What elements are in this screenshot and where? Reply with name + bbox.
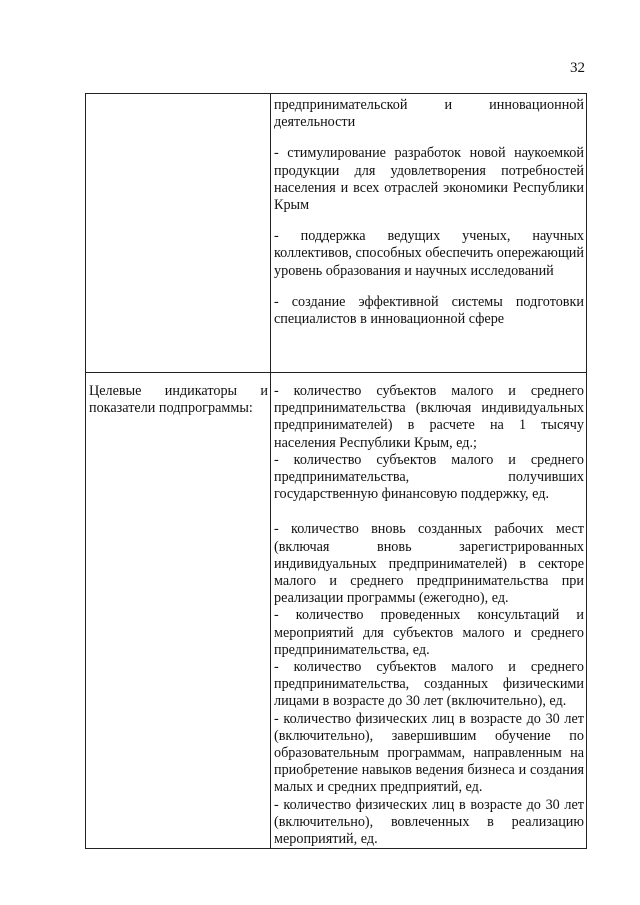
table-row (86, 373, 587, 849)
paragraph: предпринимательской и инновационной деятельности (274, 97, 584, 131)
paragraph: - создание эффективной системы подготовки специалистов в инновационной сфере (274, 293, 584, 328)
paragraph: - количество субъектов малого и среднего предпринимательства (включая индивидуальных предпринимателей) в расчете на 1 тысячу населения Республики Крым, ед.; (274, 383, 584, 451)
table-row (86, 94, 587, 373)
paragraph: - количество физических лиц в возрасте до 30 лет (включительно), завершившим обучение по образовательным программам, направленным на приобретение навыков ведения бизнеса и создания малых и средних предприятий, ед. (274, 710, 584, 796)
row-label-cell (86, 373, 271, 849)
program-table (85, 93, 587, 849)
paragraph: - поддержка ведущих ученых, научных коллективов, способных обеспечить опережающий уровень образования и научных исследований (274, 228, 584, 279)
row-content-cell (271, 94, 587, 373)
paragraph: - количество вновь созданных рабочих мест (включая вновь зарегистрированных индивидуальных предпринимателей) в секторе малого и среднего предпринимательства при реализации программы (ежегодно), ед. (274, 521, 584, 607)
row-content-cell (271, 373, 587, 849)
paragraph: - стимулирование разработок новой наукоемкой продукции для удовлетворения потребностей населения и всех отраслей экономики Республики Крым (274, 145, 584, 214)
paragraph: - количество субъектов малого и среднего предпринимательства, получивших государственную финансовую поддержку, ед. (274, 451, 584, 503)
page-number: 32 (570, 60, 585, 76)
paragraph: - количество субъектов малого и среднего предпринимательства, созданных физическими лицами в возрасте до 30 лет (включительно), ед. (274, 659, 584, 710)
paragraph: - количество физических лиц в возрасте до 30 лет (включительно), вовлеченных в реализацию мероприятий, ед. (274, 796, 584, 848)
paragraph: - количество проведенных консультаций и мероприятий для субъектов малого и среднего предпринимательства, ед. (274, 607, 584, 658)
row-label-cell (86, 94, 271, 373)
row-label: Целевые индикаторы и показатели подпрограммы: (89, 383, 268, 417)
